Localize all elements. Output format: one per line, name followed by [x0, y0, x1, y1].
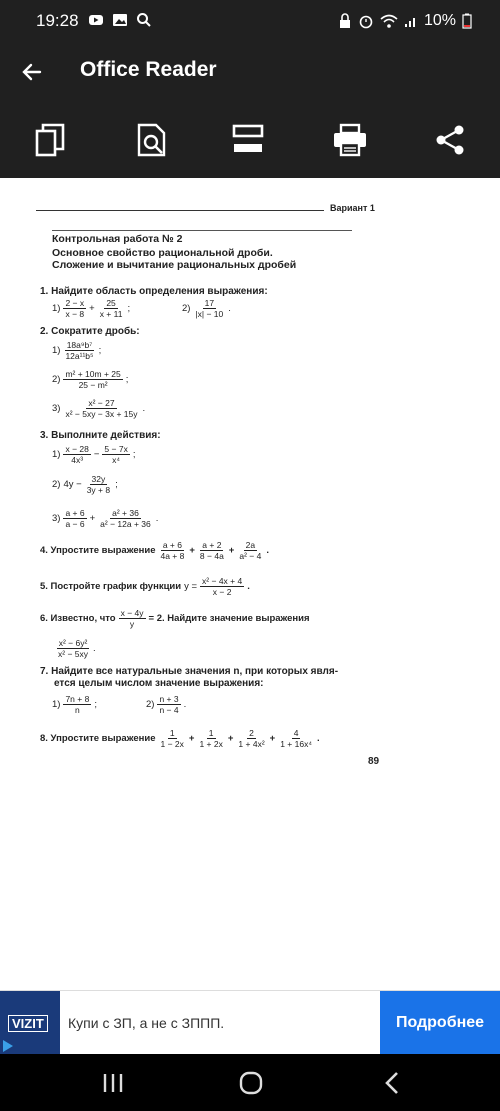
numerator: x² − 4x + 4: [202, 576, 243, 586]
denominator: n − 4: [159, 705, 179, 715]
question-5: 5. Постройте график функции y = $\frac{\text{x² − 4x + 4}}{x - 2}$ .: [40, 576, 250, 597]
denominator: a² − 4: [239, 551, 262, 561]
fraction: [198, 540, 226, 561]
item-index: 3): [52, 513, 61, 524]
search-icon: [136, 12, 152, 28]
variant-label: Вариант 1: [330, 203, 375, 213]
subtitle-line-2: Сложение и вычитание рациональных дробей: [52, 259, 297, 271]
question-1: 1. Найдите область определения выражения:: [40, 286, 268, 297]
fraction: [63, 340, 95, 361]
toolbar: [0, 102, 500, 178]
fraction: [200, 576, 244, 597]
alarm-icon: [358, 13, 374, 29]
numerator: 1: [169, 728, 175, 738]
equation-prefix: y =: [184, 581, 198, 592]
denominator: 1 + 4x²: [238, 739, 265, 749]
denominator: n: [75, 705, 80, 715]
test-subtitle: [52, 247, 372, 271]
ad-text[interactable]: Купи с ЗП, а не с ЗППП.: [68, 1015, 225, 1031]
denominator: 1 + 2x: [199, 739, 223, 749]
fraction: [63, 694, 91, 715]
numerator: 32y: [91, 474, 106, 484]
q2-part-2: 2) $\frac{\text{m² + 10m + 25}}{\text{25 − m²}}$ ;: [52, 369, 129, 390]
recents-icon[interactable]: [100, 1070, 126, 1096]
item-index: 2): [146, 699, 155, 710]
numerator: 18a⁹b⁷: [66, 340, 93, 350]
numerator: 25: [106, 298, 116, 308]
numerator: m² + 10m + 25: [65, 369, 121, 379]
fraction: [63, 369, 122, 390]
denominator: x − 2: [212, 587, 232, 597]
copy-icon[interactable]: [32, 122, 68, 158]
denominator: 3y + 8: [86, 485, 111, 495]
numerator: 17: [204, 298, 215, 308]
print-icon[interactable]: [332, 122, 368, 158]
back-nav-icon[interactable]: [380, 1070, 406, 1096]
back-arrow-icon[interactable]: [20, 60, 44, 84]
lock-icon: [338, 13, 352, 29]
denominator: 4a + 8: [160, 551, 185, 561]
ad-logo-text: VIZIT: [8, 1015, 48, 1032]
ad-logo[interactable]: [0, 991, 60, 1055]
denominator: 12a¹¹b⁵: [65, 351, 94, 361]
question-4-label: 4. Упростите выражение: [40, 545, 156, 556]
denominator: 25 − m²: [78, 380, 108, 390]
app-bar: [0, 42, 500, 102]
denominator: 8 − 4a: [199, 551, 224, 561]
wifi-icon: [380, 13, 398, 29]
fraction: [85, 474, 112, 495]
item-index: 1): [52, 345, 61, 356]
item-index: 3): [52, 403, 61, 414]
denominator: 4x³: [71, 455, 84, 465]
battery-percent: 10%: [423, 12, 456, 29]
q2-part-3: 3) $\frac{\text{x² − 27}}{\text{x² − 5xy − 3x + 15y}}$ .: [52, 398, 146, 419]
denominator: a² − 12a + 36: [100, 519, 151, 529]
gallery-icon: [112, 13, 128, 27]
question-8-label: 8. Упростите выражение: [40, 733, 156, 744]
item-index: 1): [52, 303, 61, 314]
q7-part-1: 1) $\frac{7n + 8}{n}$ ;: [52, 694, 97, 715]
numerator: 2 − x: [65, 298, 85, 308]
fraction: [158, 728, 185, 749]
q3-part-1: 1) $\frac{x - 28}{\text{4x³}}$ − $\frac{5 - 7x}{\text{x⁴}}$ ;: [52, 444, 136, 465]
status-bar: [0, 0, 500, 42]
battery-icon: [462, 13, 472, 29]
denominator: x − 8: [65, 309, 85, 319]
question-7: [40, 666, 338, 690]
question-6: [40, 608, 310, 629]
fraction: [119, 608, 146, 629]
fraction: [193, 298, 225, 319]
denominator: x² − 5xy − 3x + 15y: [65, 409, 138, 419]
fraction: [158, 540, 186, 561]
search-page-icon[interactable]: [134, 122, 170, 158]
numerator: x − 4y: [120, 608, 144, 618]
question-7-line-1: 7. Найдите все натуральные значения n, при которых явля-: [40, 666, 339, 677]
q1-part-2: 2) $\frac{17}{|x| - 10}$ .: [182, 298, 231, 319]
fraction: [197, 728, 224, 749]
document-page: [30, 198, 390, 778]
numerator: x² − 6y²: [58, 638, 88, 648]
numerator: a + 6: [162, 540, 182, 550]
q1-part-1: 1) $\frac{2 - x}{x - 8}$ + $\frac{25}{x + 11}$ ;: [52, 298, 131, 319]
denominator: x⁴: [112, 455, 121, 465]
system-nav-bar: [0, 1054, 500, 1111]
app-title: Office Reader: [80, 58, 217, 81]
layout-icon[interactable]: [230, 122, 266, 158]
item-index: 1): [52, 449, 61, 460]
youtube-icon: [88, 13, 104, 27]
item-index: 1): [52, 699, 61, 710]
question-8: 8. Упростите выражение $\frac{1}{1 - 2x}$ + $\frac{1}{1 + 2x}$ + $\frac{2}{\text{1 + 4x²}}$ + $\frac{4}{\text{1 + 16x⁴}}$ .: [40, 728, 320, 749]
fraction: [63, 298, 86, 319]
fraction: [63, 398, 139, 419]
item-index: 2): [52, 479, 61, 490]
numerator: 2a: [245, 540, 256, 550]
fraction: [278, 728, 314, 749]
denominator: |x| − 10: [195, 309, 224, 319]
denominator: y: [129, 619, 135, 629]
denominator: 1 − 2x: [160, 739, 184, 749]
ad-play-icon: [3, 1040, 13, 1052]
question-6-text: = 2. Найдите значение выражения: [148, 613, 310, 624]
numerator: n + 3: [159, 694, 179, 704]
page-number: 89: [368, 756, 380, 767]
fraction: [157, 694, 180, 715]
status-time: 19:28: [36, 11, 79, 30]
fraction: [237, 540, 263, 561]
q6-expression: $\frac{\text{x² − 6y²}}{\text{x² − 5xy}}$ .: [58, 638, 96, 659]
numerator: x² − 27: [88, 398, 115, 408]
home-icon[interactable]: [238, 1070, 264, 1096]
question-6-label: 6. Известно, что: [40, 613, 116, 624]
ad-banner[interactable]: [0, 990, 500, 1055]
numerator: a² + 36: [112, 508, 139, 518]
item-index: 2): [52, 374, 61, 385]
signal-icon: [404, 14, 418, 28]
test-header: Контрольная работа № 2: [52, 230, 352, 245]
fraction: [102, 444, 129, 465]
numerator: x − 28: [65, 444, 89, 454]
q7-part-2: 2) $\frac{n + 3}{n - 4}$ .: [146, 694, 187, 715]
question-4: 4. Упростите выражение $\frac{a + 6}{4a + 8}$ + $\frac{a + 2}{8 - 4a}$ + $\frac{2a}{\text{a² − 4}}$ .: [40, 540, 269, 561]
fraction: [63, 444, 90, 465]
question-3: 3. Выполните действия:: [40, 430, 161, 441]
fraction: [98, 508, 153, 529]
fraction: [236, 728, 266, 749]
question-2: 2. Сократите дробь:: [40, 326, 140, 337]
numerator: a + 6: [65, 508, 85, 518]
question-7-line-2: ется целым числом значение выражения:: [54, 678, 264, 689]
subtitle-line-1: Основное свойство рациональной дроби.: [52, 247, 273, 259]
share-icon[interactable]: [432, 122, 468, 158]
numerator: 4: [293, 728, 299, 738]
item-index: 2): [182, 303, 191, 314]
divider: [36, 210, 324, 211]
numerator: 1: [208, 728, 214, 738]
numerator: 5 − 7x: [104, 444, 128, 454]
fraction: [63, 508, 86, 529]
numerator: a + 2: [202, 540, 222, 550]
q3-part-2: 2) 4y − $\frac{32y}{3y + 8}$ ;: [52, 474, 118, 495]
fraction: [56, 638, 90, 659]
q2-part-1: 1) $\frac{\text{18a⁹b⁷}}{\text{12a¹¹b⁵}}$ ;: [52, 340, 102, 361]
denominator: x + 11: [99, 309, 123, 319]
denominator: x² − 5xy: [58, 649, 88, 659]
question-5-label: 5. Постройте график функции: [40, 581, 182, 592]
denominator: a − 6: [65, 519, 85, 529]
q3-part-3: 3) $\frac{a + 6}{a - 6}$ + $\frac{\text{a² + 36}}{\text{a² − 12a + 36}}$ .: [52, 508, 159, 529]
ad-cta-button[interactable]: Подробнее: [380, 991, 500, 1055]
document-viewer[interactable]: [0, 178, 500, 990]
fraction: [98, 298, 125, 319]
numerator: 2: [249, 728, 254, 738]
numerator: 7n + 8: [65, 694, 90, 704]
expression-prefix: 4y −: [63, 479, 82, 490]
denominator: 1 + 16x⁴: [280, 739, 312, 749]
